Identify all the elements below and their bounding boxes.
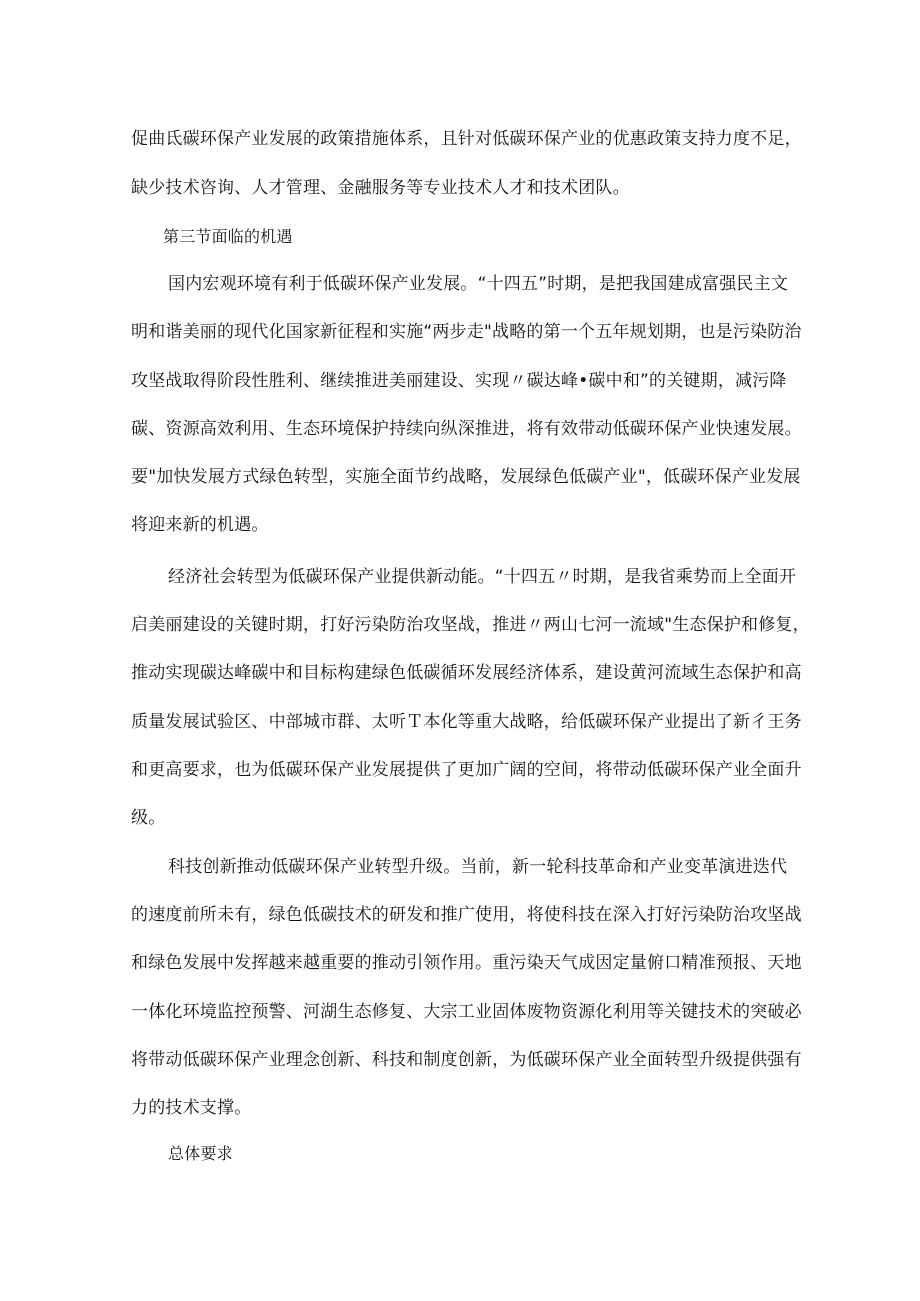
body-text-line: 要"加快发展方式绿色转型，实施全面节约战略，发展绿色低碳产业"，低碳环保产业发展 (131, 467, 801, 487)
section-heading: 第三节面临的机遇 (163, 227, 293, 246)
body-text-line: 碳、资源高效利用、生态环境保护持续向纵深推进，将有效带动低碳环保产业快速发展。 (131, 419, 802, 439)
section-heading: 总体要求 (168, 1144, 233, 1163)
body-text-line: 一体化环境监控预警、河湖生态修复、大宗工业固体废物资源化利用等关键技术的突破必 (131, 1002, 802, 1022)
body-text-line: 启美丽建设的关键时期，打好污染防治攻坚战，推进〃两山七河一流域"生态保护和修复， (131, 615, 810, 635)
body-text-line: 明和谐美丽的现代化国家新征程和实施“两步走"战略的第一个五年规划期，也是污染防治 (131, 322, 802, 342)
body-text-line: 国内宏观环境有利于低碳环保产业发展。“十四五”时期，是把我国建成富强民主文 (168, 274, 789, 294)
body-text-line: 科技创新推动低碳环保产业转型升级。当前，新一轮科技革命和产业变革演进迭代 (168, 857, 788, 877)
body-text-line: 经济社会转型为低碳环保产业提供新动能。“十四五〃时期，是我省乘势而上全面开 (168, 567, 797, 587)
body-text-line: 和更高要求，也为低碳环保产业发展提供了更加广阔的空间，将带动低碳环保产业全面升 (131, 760, 802, 780)
body-text-line: 质量发展试验区、中部城市群、太听Ｔ本化等重大战略，给低碳环保产业提出了新彳王务 (131, 712, 802, 732)
body-text-line: 将迎来新的机遇。 (131, 515, 269, 535)
body-text-line: 力的技术支撑。 (131, 1098, 252, 1118)
body-text-line: 级。 (131, 808, 166, 828)
body-text-line: 缺少技术咨询、人才管理、金融服务等专业技术人才和技术团队。 (131, 178, 630, 198)
body-text-line: 的速度前所未有，绿色低碳技术的研发和推广使用，将使科技在深入打好污染防治攻坚战 (131, 905, 802, 925)
body-text-line: 将带动低碳环保产业理念创新、科技和制度创新，为低碳环保产业全面转型升级提供强有 (131, 1050, 802, 1070)
body-text-line: 和绿色发展中发挥越来越重要的推动引领作用。重污染天气成因定量俯口精准预报、天地 (131, 953, 802, 973)
body-text-line: 推动实现碳达峰碳中和目标构建绿色低碳循环发展经济体系，建设黄河流域生态保护和高 (131, 663, 802, 683)
body-text-line: 攻坚战取得阶段性胜利、继续推进美丽建设、实现〃碳达峰•碳中和”的关键期，减污降 (131, 371, 787, 391)
body-text-line: 促曲氐碳环保产业发展的政策措施体系，且针对低碳环保产业的优惠政策支持力度不足， (131, 129, 802, 149)
